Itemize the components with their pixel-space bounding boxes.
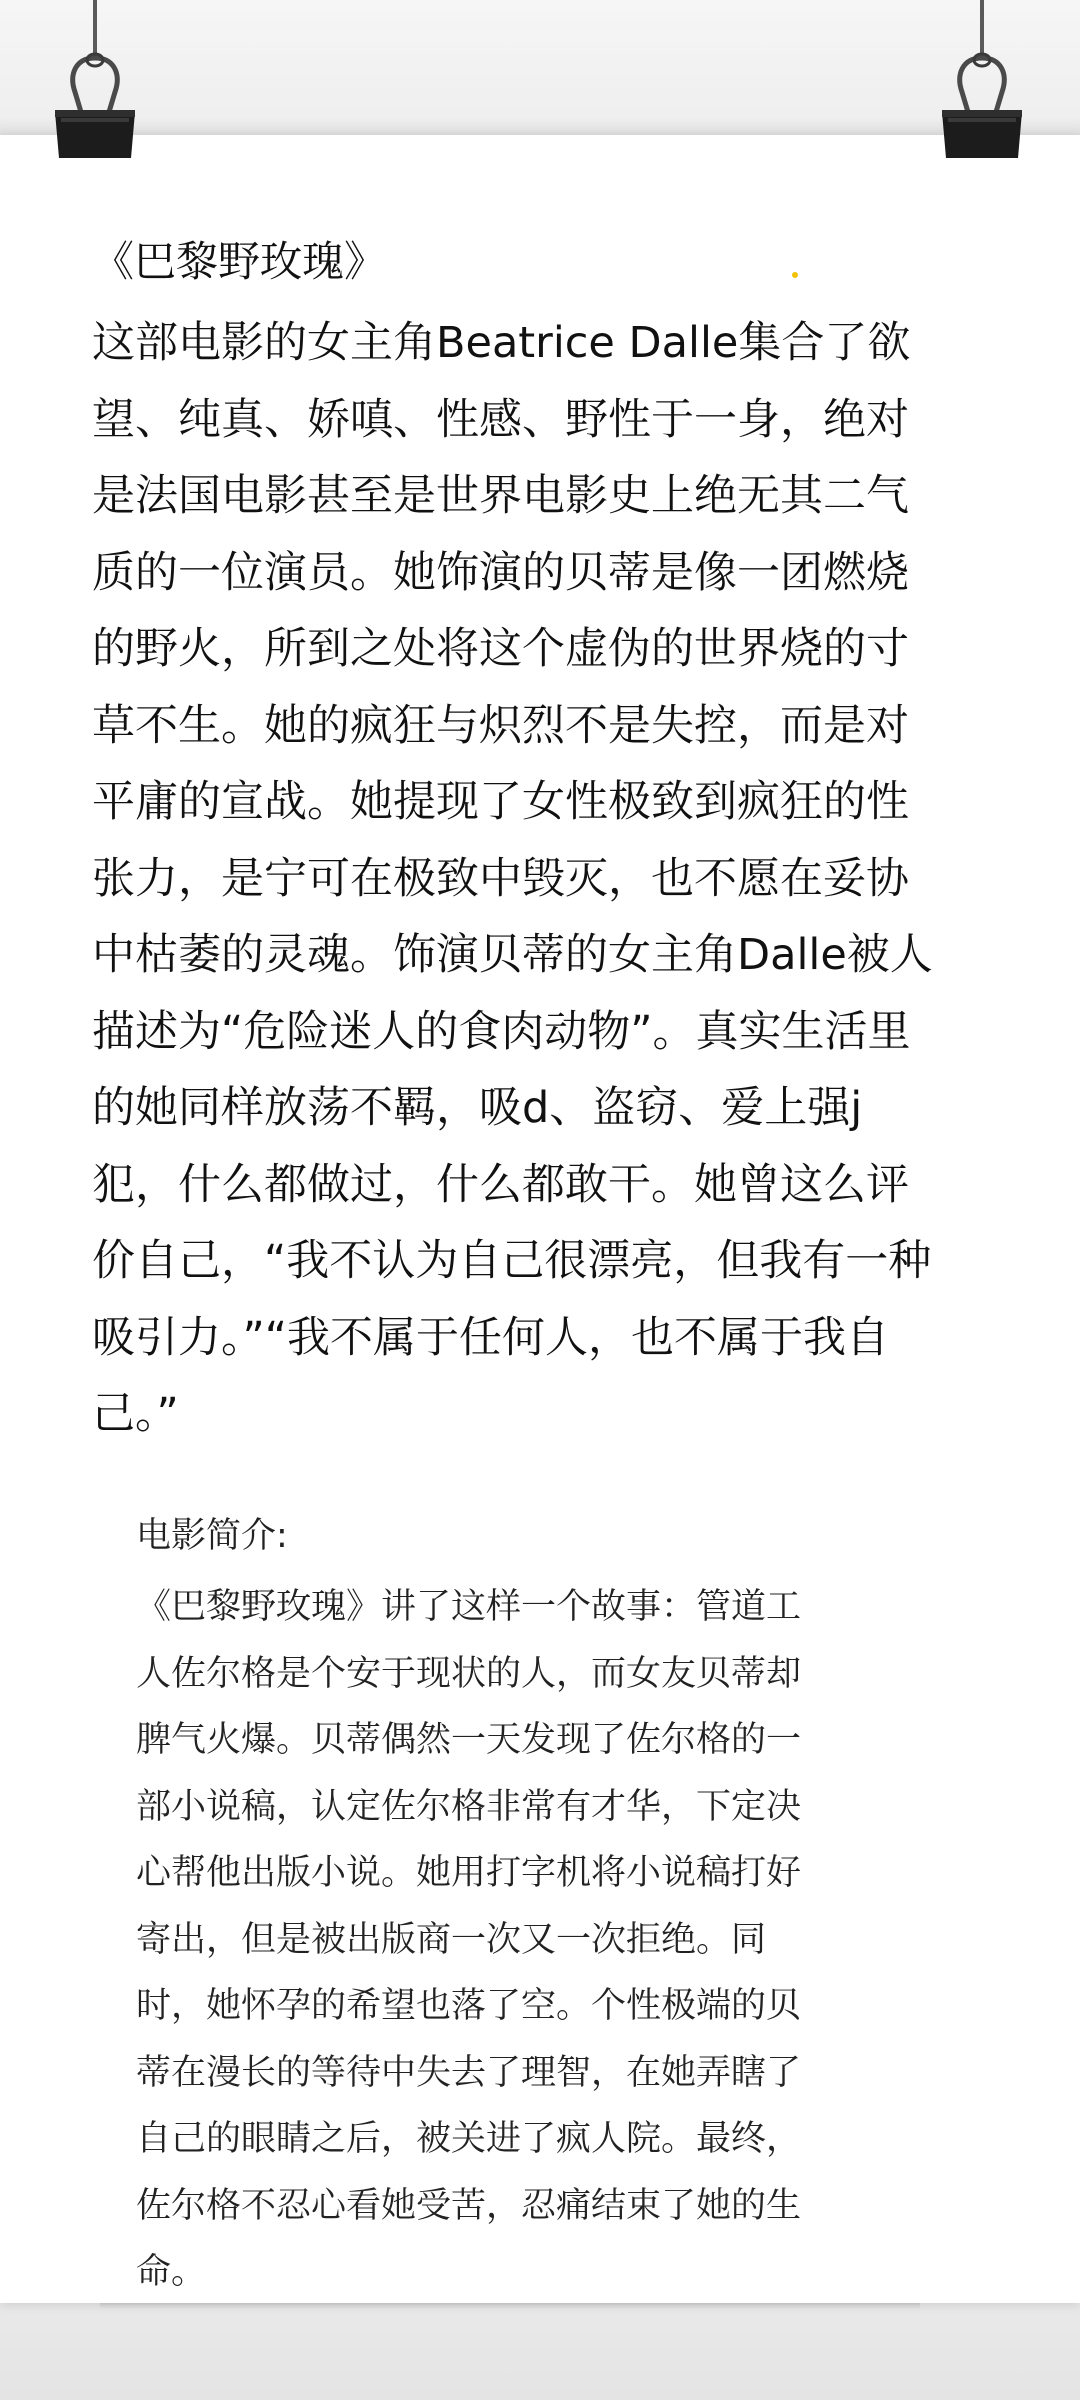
intro-line: 质的一位演员。她饰演的贝蒂是像一团燃烧 <box>92 547 909 598</box>
synopsis-line: 心帮他出版小说。她用打字机将小说稿打好 <box>136 1853 802 1893</box>
synopsis-line: 寄出，但是被出版商一次又一次拒绝。同 <box>136 1919 767 1960</box>
synopsis-line: 时，她怀孕的希望也落了空。个性极端的贝 <box>136 1986 802 2026</box>
synopsis-line: 人佐尔格是个安于现状的人，而女友贝蒂却 <box>136 1653 802 1694</box>
intro-line: 平庸的宣战。她提现了女性极致到疯狂的性 <box>92 777 909 827</box>
synopsis-line: 佐尔格不忍心看她受苦，忍痛结束了她的生 <box>136 2185 802 2226</box>
synopsis-line: 脾气火爆。贝蒂偶然一天发现了佐尔格的一 <box>136 1720 802 1760</box>
binder-clip-icon <box>932 0 1032 165</box>
synopsis-line: 部小说稿，认定佐尔格非常有才华，下定决 <box>136 1786 802 1827</box>
binder-clip-icon <box>45 0 145 165</box>
intro-line: 描述为“危险迷人的食肉动物”。真实生活里 <box>92 1006 911 1057</box>
article-title: 《巴黎野玫瑰》 <box>92 237 387 286</box>
intro-line: 是法国电影甚至是世界电影史上绝无其二气 <box>92 471 909 521</box>
intro-line: 的野火，所到之处将这个虚伪的世界烧的寸 <box>92 624 909 674</box>
synopsis-heading: 电影简介: <box>136 1516 288 1556</box>
intro-paragraph <box>92 305 992 1453</box>
intro-line: 草不生。她的疯狂与炽烈不是失控，而是对 <box>92 700 909 751</box>
intro-line: 中枯萎的灵魂。饰演贝蒂的女主角Dalle被人 <box>92 930 933 980</box>
intro-line: 犯，什么都做过，什么都敢干。她曾这么评 <box>92 1159 909 1210</box>
accent-dot <box>792 272 798 278</box>
intro-line: 的她同样放荡不羁，吸d、盗窃、爱上强j <box>92 1083 863 1133</box>
synopsis-line: 蒂在漫长的等待中失去了理智，在她弄瞎了 <box>136 2052 802 2093</box>
synopsis-line: 命。 <box>136 2252 207 2292</box>
synopsis-line: 自己的眼睛之后，被关进了疯人院。最终， <box>136 2119 802 2159</box>
intro-line: 这部电影的女主角Beatrice Dalle集合了欲 <box>92 318 911 368</box>
intro-line: 己。” <box>92 1389 179 1439</box>
intro-line: 张力，是宁可在极致中毁灭，也不愿在妥协 <box>92 853 909 904</box>
synopsis-line: 《巴黎野玫瑰》讲了这样一个故事：管道工 <box>136 1587 802 1627</box>
synopsis-paragraph <box>136 1574 956 2306</box>
intro-line: 价自己，“我不认为自己很漂亮，但我有一种 <box>92 1236 932 1286</box>
intro-line: 望、纯真、娇嗔、性感、野性于一身，绝对 <box>92 394 909 445</box>
intro-line: 吸引力。”“我不属于任何人，也不属于我自 <box>92 1312 890 1363</box>
